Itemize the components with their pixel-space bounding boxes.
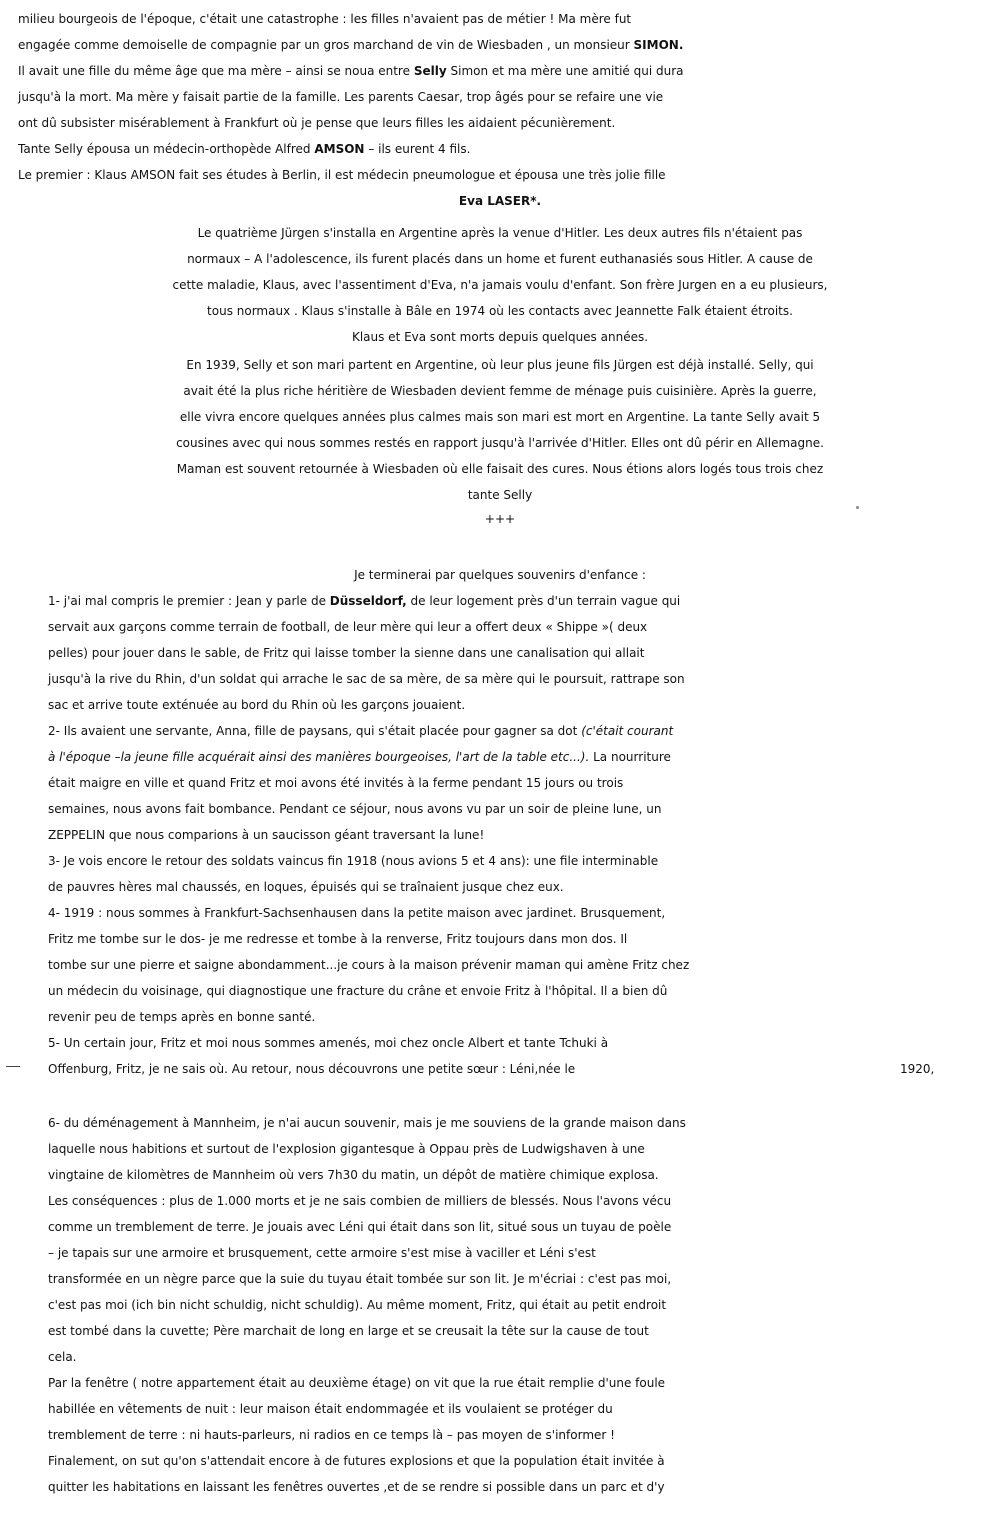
text-span: sac et arrive toute exténuée au bord du Rhin où les garçons jouaient. [48,698,466,712]
text-line [0,1344,1000,1370]
text-span: quitter les habitations en laissant les fenêtres ouvertes ,et de se rendre si possible dans un parc et d'y [48,1480,665,1494]
text-span: laquelle nous habitions et surtout de l'explosion gigantesque à Oppau près de Ludwigshaven à une [48,1142,645,1156]
text-line [0,692,1000,718]
text-line [0,1162,1000,1188]
text-span: tous normaux . Klaus s'installe à Bâle en 1974 où les contacts avec Jeannette Falk étaient étroits. [207,304,793,318]
name-amson: AMSON [314,142,365,156]
text-span: cela. [48,1350,77,1364]
separator-text: +++ [484,512,516,526]
text-span: ont dû subsister misérablement à Frankfurt où je pense que leurs filles les aidaient pécunièrement. [18,116,616,130]
text-line [0,1266,1000,1292]
text-line [0,614,1000,640]
text-line [0,1292,1000,1318]
text-line [0,456,1000,482]
name-dusseldorf: Düsseldorf, [329,594,407,608]
text-span: 2- Ils avaient une servante, Anna, fille de paysans, qui s'était placée pour gagner sa dot [48,724,578,738]
text-line [0,404,1000,430]
text-span: jusqu'à la mort. Ma mère y faisait partie de la famille. Les parents Caesar, trop âgés pour se refaire une vie [18,90,664,104]
text-span: jusqu'à la rive du Rhin, d'un soldat qui arrache le sac de sa mère, de sa mère qui le poursuit, rattrape son [48,672,685,686]
text-line [0,1370,1000,1396]
text-line [0,482,1000,508]
text-span: de leur logement près d'un terrain vague qui [410,594,681,608]
text-line [0,430,1000,456]
text-span: Le premier : Klaus AMSON fait ses études à Berlin, il est médecin pneumologue et épousa une très jolie fille [18,168,666,182]
text-span: Maman est souvent retournée à Wiesbaden où elle faisait des cures. Nous étions alors logés tous trois chez [176,462,824,476]
text-span: de pauvres hères mal chaussés, en loques, épuisés qui se traînaient jusque chez eux. [48,880,564,894]
text-line [0,1422,1000,1448]
text-span: 4- 1919 : nous sommes à Frankfurt-Sachsenhausen dans la petite maison avec jardinet. Brusquement, [48,906,666,920]
text-span: ZEPPELIN que nous comparions à un saucisson géant traversant la lune! [48,828,485,842]
text-line [0,162,1000,188]
text-span: Il avait une fille du même âge que ma mère – ainsi se noua entre [18,64,410,78]
text-line [0,1110,1000,1136]
text-span: Les conséquences : plus de 1.000 morts et je ne sais combien de milliers de blessés. Nous l'avons vécu [48,1194,672,1208]
text-line [0,718,1000,744]
text-line [0,1188,1000,1214]
text-span: cousines avec qui nous sommes restés en rapport jusqu'à l'arrivée d'Hitler. Elles ont dû périr en Allemagne. [176,436,824,450]
text-line [0,588,1000,614]
text-line [0,272,1000,298]
scan-speck [856,506,859,509]
text-span: La nourriture [593,750,671,764]
text-span: En 1939, Selly et son mari partent en Argentine, où leur plus jeune fils Jürgen est déjà installé. Selly, qui [186,358,814,372]
text-line [0,1214,1000,1240]
text-line [0,926,1000,952]
text-line [0,1136,1000,1162]
text-span: transformée en un nègre parce que la suie du tuyau était tombée sur son lit. Je m'écriai : c'est pas moi, [48,1272,672,1286]
text-line [0,822,1000,848]
text-line [0,58,1000,84]
text-line [0,1240,1000,1266]
text-span: tante Selly [467,488,533,502]
text-span: revenir peu de temps après en bonne santé. [48,1010,316,1024]
text-line [0,324,1000,350]
text-span: est tombé dans la cuvette; Père marchait de long en large et se creusait la tête sur la cause de tout [48,1324,649,1338]
text-span: un médecin du voisinage, qui diagnostique une fracture du crâne et envoie Fritz à l'hôpital. Il a bien dû [48,984,668,998]
text-line [0,352,1000,378]
text-span: 5- Un certain jour, Fritz et moi nous sommes amenés, moi chez oncle Albert et tante Tchuki à [48,1036,609,1050]
text-span: Simon et ma mère une amitié qui dura [450,64,684,78]
text-line [0,640,1000,666]
text-span: servait aux garçons comme terrain de football, de leur mère qui leur a offert deux « Shippe »( deux [48,620,648,634]
text-line [0,378,1000,404]
text-span: – ils eurent 4 fils. [368,142,471,156]
text-line [0,1396,1000,1422]
text-span: – je tapais sur une armoire et brusquement, cette armoire s'est mise à vaciller et Léni s'est [48,1246,596,1260]
text-span: Tante Selly épousa un médecin-orthopède Alfred [18,142,311,156]
text-span: Je terminerai par quelques souvenirs d'enfance : [354,568,646,582]
text-line [0,6,1000,32]
name-selly: Selly [413,64,447,78]
text-span: Finalement, on sut qu'on s'attendait encore à de futures explosions et que la population était invitée à [48,1454,665,1468]
text-line [0,796,1000,822]
text-span: Klaus et Eva sont morts depuis quelques années. [351,330,649,344]
text-span: semaines, nous avons fait bombance. Pendant ce séjour, nous avons vu par un soir de pleine lune, un [48,802,662,816]
text-line [0,1056,1000,1082]
text-span: habillée en vêtements de nuit : leur maison était endommagée et ils voulaient se protéger du [48,1402,613,1416]
text-line [0,220,1000,246]
text-line [0,32,1000,58]
text-span: engagée comme demoiselle de compagnie par un gros marchand de vin de Wiesbaden , un monsieur [18,38,630,52]
text-line [0,1318,1000,1344]
text-line [0,978,1000,1004]
text-span: vingtaine de kilomètres de Mannheim où vers 7h30 du matin, un dépôt de matière chimique explosa. [48,1168,659,1182]
text-line [0,1448,1000,1474]
section-separator [0,506,1000,532]
italic-aside: à l'époque –la jeune fille acquérait ainsi des manières bourgeoises, l'art de la table etc...). [48,750,590,764]
text-line [0,952,1000,978]
text-span: comme un tremblement de terre. Je jouais avec Léni qui était dans son lit, situé sous un tuyau de poèle [48,1220,672,1234]
text-span: 6- du déménagement à Mannheim, je n'ai aucun souvenir, mais je me souviens de la grande maison dans [48,1116,686,1130]
section-intro [0,562,1000,588]
text-line [0,136,1000,162]
text-span: Le quatrième Jürgen s'installa en Argentine après la venue d'Hitler. Les deux autres fils n'étaient pas [197,226,803,240]
text-line [0,666,1000,692]
text-line [0,1030,1000,1056]
text-span: tombe sur une pierre et saigne abondamment...je cours à la maison prévenir maman qui amène Fritz chez [48,958,690,972]
text-span: c'est pas moi (ich bin nicht schuldig, nicht schuldig). Au même moment, Fritz, qui était au petit endroit [48,1298,667,1312]
text-line [0,1004,1000,1030]
text-span: elle vivra encore quelques années plus calmes mais son mari est mort en Argentine. La tante Selly avait 5 [179,410,821,424]
text-line [0,744,1000,770]
text-line [0,770,1000,796]
italic-aside: (c'était courant [581,724,674,738]
text-span: milieu bourgeois de l'époque, c'était une catastrophe : les filles n'avaient pas de métier ! Ma mère fut [18,12,632,26]
text-line [0,298,1000,324]
text-line [0,848,1000,874]
text-span: normaux – A l'adolescence, ils furent placés dans un home et furent euthanasiés sous Hitler. A cause de [187,252,813,266]
year-text: 1920, [900,1062,935,1076]
text-line [0,246,1000,272]
text-line [0,900,1000,926]
text-span: 1- j'ai mal compris le premier : Jean y parle de [48,594,326,608]
text-span: pelles) pour jouer dans le sable, de Fritz qui laisse tomber la sienne dans une canalisation qui allait [48,646,645,660]
text-span: cette maladie, Klaus, avec l'assentiment d'Eva, n'a jamais voulu d'enfant. Son frère Jurgen en a eu plusieurs, [172,278,828,292]
name-eva-laser: Eva LASER*. [458,194,542,208]
name-simon: SIMON. [633,38,684,52]
text-span: 3- Je vois encore le retour des soldats vaincus fin 1918 (nous avions 5 et 4 ans): une file interminable [48,854,659,868]
margin-mark [6,1066,20,1067]
text-line [0,188,1000,214]
text-span: Par la fenêtre ( notre appartement était au deuxième étage) on vit que la rue était remplie d'une foule [48,1376,666,1390]
text-line [0,110,1000,136]
text-line [0,84,1000,110]
text-line [0,1474,1000,1500]
text-line [0,874,1000,900]
text-span: Fritz me tombe sur le dos- je me redresse et tombe à la renverse, Fritz toujours dans mon dos. Il [48,932,628,946]
text-span: avait été la plus riche héritière de Wiesbaden devient femme de ménage puis cuisinière. Après la guerre, [183,384,817,398]
text-span: Offenburg, Fritz, je ne sais où. Au retour, nous découvrons une petite sœur : Léni,née le [48,1062,576,1076]
text-span: tremblement de terre : ni hauts-parleurs, ni radios en ce temps là – pas moyen de s'informer ! [48,1428,615,1442]
text-span: était maigre en ville et quand Fritz et moi avons été invités à la ferme pendant 15 jours ou trois [48,776,624,790]
